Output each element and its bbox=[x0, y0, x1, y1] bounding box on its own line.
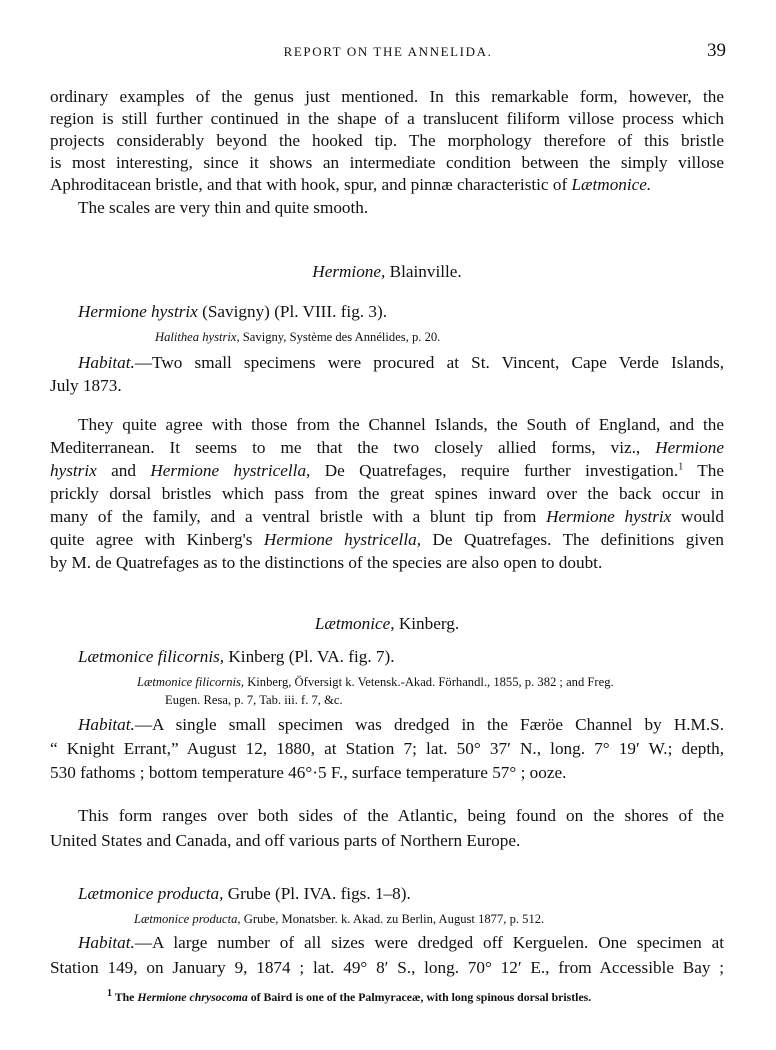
synonym-reference bbox=[137, 674, 614, 690]
species-italic: hystrix bbox=[50, 461, 97, 480]
genus-authority: Kinberg. bbox=[394, 614, 460, 633]
synonym-reference bbox=[155, 329, 440, 345]
footnote-number: 1 bbox=[107, 988, 112, 1000]
species-name: Lætmonice producta, bbox=[78, 884, 224, 903]
species-reference: Grube (Pl. IVA. figs. 1–8). bbox=[223, 884, 411, 903]
text-span: quite agree with Kinberg's bbox=[50, 530, 264, 549]
genus-authority: Blainville. bbox=[385, 262, 462, 281]
habitat-text: —A single small specimen was dredged in the Færöe Channel by H.M.S. bbox=[134, 715, 724, 734]
synonym-citation: Savigny, Système des Annélides, p. 20. bbox=[239, 330, 441, 344]
paragraph-2-line-1: They quite agree with those from the Channel Islands, the South of England, and the bbox=[78, 415, 724, 434]
footnote-marker[interactable]: 1 bbox=[678, 461, 684, 473]
habitat-line-2: “ Knight Errant,” August 12, 1880, at Station 7; lat. 50° 37′ N., long. 7° 19′ W.; depth, bbox=[50, 739, 724, 758]
page-number: 39 bbox=[707, 40, 726, 61]
paragraph-2-line-7: by M. de Quatrefages as to the distinctions of the species are also open to doubt. bbox=[50, 553, 603, 572]
genus-italic: Lætmonice. bbox=[571, 175, 652, 194]
footnote bbox=[107, 986, 591, 1008]
text-span: of Baird is one of the Palmyraceæ, with long spinous dorsal bristles. bbox=[247, 990, 592, 1004]
synonym-reference-cont: Eugen. Resa, p. 7, Tab. iii. f. 7, &c. bbox=[165, 693, 343, 707]
habitat-line-1 bbox=[78, 714, 724, 736]
running-title: REPORT ON THE ANNELIDA. bbox=[283, 44, 493, 59]
species-italic: Hermione hystricella, bbox=[150, 461, 311, 480]
paragraph-1-line-2: region is still further continued in the shape of a translucent filiform villose process which bbox=[50, 109, 724, 128]
text-span: The bbox=[683, 461, 724, 480]
paragraph-3-line-2: United States and Canada, and off various parts of Northern Europe. bbox=[50, 831, 521, 850]
genus-heading-hermione bbox=[50, 261, 724, 283]
species-heading-hermione-hystrix bbox=[78, 301, 724, 323]
paragraph-2-line-5 bbox=[50, 506, 724, 528]
paragraph-1-line-5 bbox=[50, 174, 651, 196]
text-span: De Quatrefages. The definitions given bbox=[421, 530, 724, 549]
genus-heading-laetmonice bbox=[50, 613, 724, 635]
genus-name: Lætmonice, bbox=[314, 614, 395, 633]
species-reference: Kinberg (Pl. VA. fig. 7). bbox=[224, 647, 395, 666]
synonym-reference bbox=[134, 911, 544, 927]
genus-name: Hermione, bbox=[312, 262, 386, 281]
synonym-name: Halithea hystrix, bbox=[155, 330, 240, 344]
synonym-citation: Kinberg, Öfversigt k. Vetensk.-Akad. Förhandl., 1855, p. 382 ; and Freg. bbox=[244, 675, 614, 689]
species-heading-laetmonice-producta bbox=[78, 883, 724, 905]
habitat-label: Habitat. bbox=[78, 353, 135, 372]
species-name: Lætmonice filicornis, bbox=[78, 647, 225, 666]
synonym-name: Lætmonice filicornis, bbox=[137, 675, 245, 689]
species-italic: Hermione chrysocoma bbox=[137, 990, 248, 1004]
page-header bbox=[50, 40, 726, 64]
text-span: Mediterranean. It seems to me that the two closely allied forms, viz., bbox=[50, 438, 641, 457]
text-span: and bbox=[96, 461, 151, 480]
paragraph-2-line-4: prickly dorsal bristles which pass from the great spines inward over the back occur in bbox=[50, 484, 724, 503]
paragraph-1-line-1: ordinary examples of the genus just mentioned. In this remarkable form, however, the bbox=[50, 87, 724, 106]
species-reference: (Savigny) (Pl. VIII. fig. 3). bbox=[197, 302, 388, 321]
species-italic: Hermione hystrix bbox=[546, 507, 672, 526]
text-span: would bbox=[671, 507, 724, 526]
paragraph-3-line-1: This form ranges over both sides of the Atlantic, being found on the shores of the bbox=[78, 806, 724, 825]
text-span: De Quatrefages, require further investigation. bbox=[310, 461, 679, 480]
habitat-line-1 bbox=[78, 932, 724, 954]
text-span: many of the family, and a ventral bristle with a blunt tip from bbox=[50, 507, 547, 526]
habitat-line-3: 530 fathoms ; bottom temperature 46°·5 F., surface temperature 57° ; ooze. bbox=[50, 763, 567, 782]
habitat-label: Habitat. bbox=[78, 933, 135, 952]
paragraph-2-line-2 bbox=[50, 437, 724, 459]
synonym-citation: Grube, Monatsber. k. Akad. zu Berlin, August 1877, p. 512. bbox=[240, 912, 545, 926]
paragraph-1-line-3: projects considerably beyond the hooked tip. The morphology therefore of this bristle bbox=[50, 131, 724, 150]
species-heading-laetmonice-filicornis bbox=[78, 646, 724, 668]
habitat-line-2: Station 149, on January 9, 1874 ; lat. 49° 8′ S., long. 70° 12′ E., from Accessible Bay ; bbox=[50, 958, 724, 977]
paragraph-2-line-6 bbox=[50, 529, 724, 551]
species-italic: Hermione bbox=[655, 438, 724, 457]
paragraph-1-line-4: is most interesting, since it shows an intermediate condition between the simply villose bbox=[50, 153, 724, 172]
habitat-text: —Two small specimens were procured at St. Vincent, Cape Verde Islands, bbox=[134, 353, 724, 372]
species-italic: Hermione hystricella, bbox=[263, 530, 422, 549]
habitat-line-1 bbox=[78, 352, 724, 374]
habitat-label: Habitat. bbox=[78, 715, 135, 734]
paragraph-1-line-6: The scales are very thin and quite smooth. bbox=[78, 198, 369, 217]
text-span: Aphroditacean bristle, and that with hook, spur, and pinnæ characteristic of bbox=[50, 175, 568, 194]
habitat-line-2: July 1873. bbox=[50, 376, 122, 395]
synonym-name: Lætmonice producta, bbox=[134, 912, 241, 926]
paragraph-2-line-3 bbox=[50, 460, 724, 482]
text-span: The bbox=[112, 990, 138, 1004]
habitat-text: —A large number of all sizes were dredged off Kerguelen. One specimen at bbox=[134, 933, 724, 952]
species-name: Hermione hystrix bbox=[78, 302, 198, 321]
